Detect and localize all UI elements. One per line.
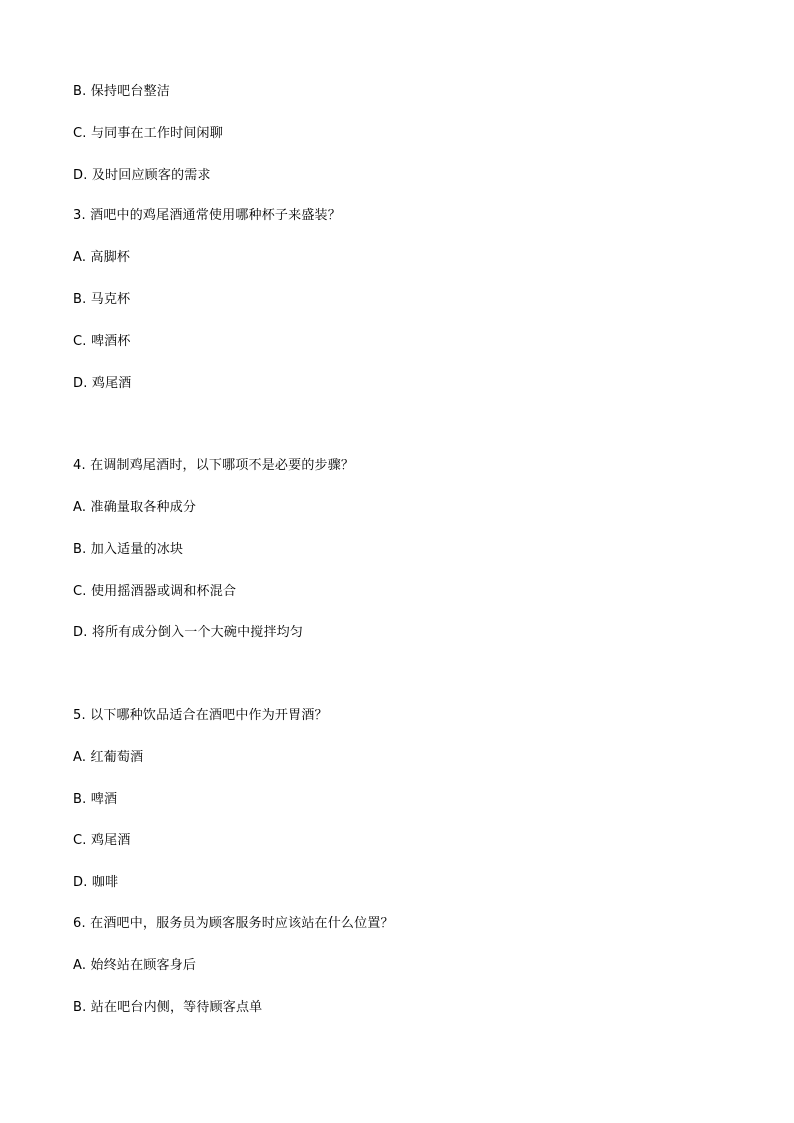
question-6: 6. 在酒吧中，服务员为顾客服务时应该站在什么位置？ — [73, 916, 394, 931]
option-c-q5: C. 鸡尾酒 — [73, 833, 131, 848]
option-d-q2: D. 及时回应顾客的需求 — [73, 168, 211, 183]
option-d-q4: D. 将所有成分倒入一个大碗中搅拌均匀 — [73, 625, 304, 640]
option-d-q3: D. 鸡尾酒 — [73, 376, 132, 391]
option-d-q5: D. 咖啡 — [73, 875, 119, 890]
question-5: 5. 以下哪种饮品适合在酒吧中作为开胃酒？ — [73, 708, 328, 723]
option-b-q3: B. 马克杯 — [73, 292, 131, 307]
option-c-q3: C. 啤酒杯 — [73, 334, 131, 349]
option-a-q5: A. 红葡萄酒 — [73, 750, 144, 765]
option-b-q4: B. 加入适量的冰块 — [73, 542, 184, 557]
question-4: 4. 在调制鸡尾酒时，以下哪项不是必要的步骤？ — [73, 458, 355, 473]
option-b-q5: B. 啤酒 — [73, 792, 118, 807]
question-3: 3. 酒吧中的鸡尾酒通常使用哪种杯子来盛装？ — [73, 208, 341, 223]
option-a-q3: A. 高脚杯 — [73, 250, 131, 265]
option-a-q6: A. 始终站在顾客身后 — [73, 958, 197, 973]
option-b-q6: B. 站在吧台内侧，等待顾客点单 — [73, 1000, 263, 1015]
option-c-q4: C. 使用摇酒器或调和杯混合 — [73, 584, 237, 599]
option-a-q4: A. 准确量取各种成分 — [73, 500, 197, 515]
option-c-q2: C. 与同事在工作时间闲聊 — [73, 126, 223, 141]
option-b-q2: B. 保持吧台整洁 — [73, 84, 170, 99]
